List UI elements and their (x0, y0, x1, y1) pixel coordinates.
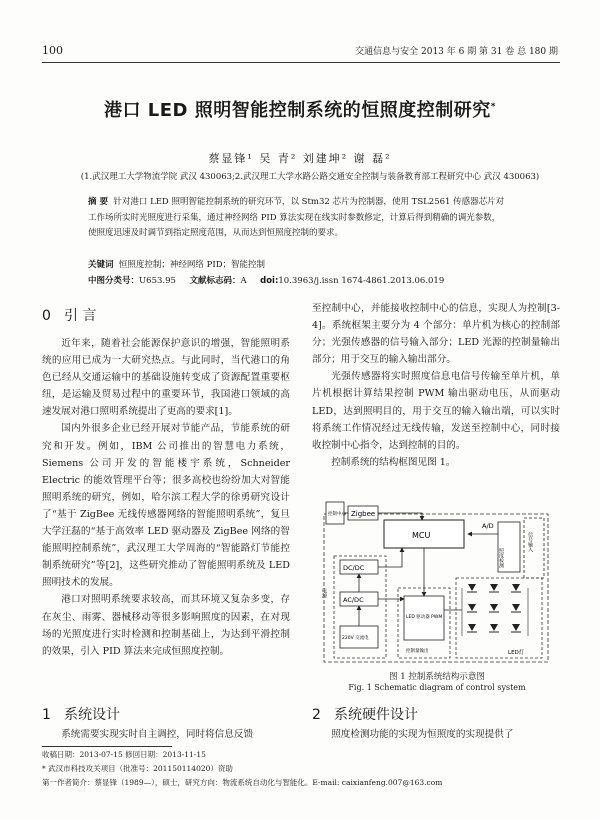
clc-label: 中图分类号： (88, 276, 140, 286)
doc-code-label: 文献标志码： (189, 276, 241, 286)
keywords-label: 关键词 (88, 260, 114, 270)
paper-title (0, 96, 600, 122)
led-icon (511, 584, 521, 592)
section-number: 2 (312, 707, 321, 723)
clc-value: U653.95 (139, 276, 176, 286)
led-array-label: LED灯 (508, 650, 525, 656)
figure-1-diagram (322, 500, 552, 665)
led-array-box (456, 578, 542, 658)
affiliation: (1.武汉理工大学物流学院 武汉 430063;2.武汉理工大学水路公路交通安全控制与装备教育部工程研究中心 武汉 430063) (80, 172, 540, 182)
received-date: 收稿日期：2013-07-15 修回日期：2013-11-15 (42, 750, 206, 759)
intro-paragraph-2: 国内外很多企业已经开展对节能产品，节能系统的研究和开发。例如，IBM 公司推出的智慧电力系统，Siemens 公司开发的智能楼宇系统，Schneider Electric 的能效管理平台等；很多高校也纷纷加大对智能照明系统的研究，例如，哈尔滨工程大学的徐勇研究设计了“基于 ZigBee 无线传感器网络的智能照明系统”，复旦大学汪磊的“基于高效率 LED 驱动器及 ZigBee 网络的智能照明控制系统”，武汉理工大学周海的“智能路灯节能控制系统研究”等[2]，这些研究推动了智能照明系统及 LED 照明技术的发展。 (42, 423, 290, 589)
led-grid (462, 584, 528, 636)
footnote-rule (42, 746, 172, 747)
footnotes (42, 748, 562, 790)
abstract (88, 195, 506, 242)
keywords (88, 258, 528, 270)
led-icon (467, 624, 477, 632)
led-icon (511, 624, 521, 632)
dcdc-label: DC/DC (343, 564, 365, 572)
intro-paragraph-3: 港口对照明系统要求较高，而其环境又复杂多变，存在灰尘、雨雾、器械移动等很多影响照度的因素，在对现场的光照度进行实时检测和控制基础上，为达到平滑控制的效果，引入 PID 算法来完成恒照度控制。 (42, 594, 290, 657)
figure-caption-en: Fig. 1 Schematic diagram of control system (348, 683, 526, 692)
figure-caption-cn: 图 1 控制系统结构示意图 (389, 672, 485, 682)
led-icon (489, 624, 499, 632)
section-intro-heading (42, 305, 96, 325)
led-icon (467, 604, 477, 612)
title-footnote-mark: * (490, 102, 496, 112)
header-rule (42, 62, 560, 63)
acdc-label: AC/DC (343, 596, 364, 604)
right-paragraph-3: 控制系统的结构框图见图 1。 (331, 456, 456, 468)
left-column (42, 335, 290, 660)
zigbee-label: Zigbee (351, 510, 376, 518)
abstract-label: 摘 要 (88, 197, 108, 207)
section-1-paragraph: 系统需要实现实时自主调控，同时将信息反馈 (61, 729, 254, 740)
led-icon (489, 584, 499, 592)
section-number: 0 (42, 308, 51, 324)
section-number: 1 (42, 707, 51, 723)
section-title: 系统设计 (64, 707, 120, 723)
section-1-heading (42, 704, 120, 724)
control-output-label: 控制量输出 (406, 649, 429, 654)
doi-label: doi: (260, 276, 279, 286)
abstract-text: 针对港口 LED 照明智能控制系统的研究环节，以 Stm32 芯片为控制器，使用 TSL2561 传感器芯片对工作场所实时光照度进行采集，通过神经网络 PID 算法实现在线实时参数修定，计算后得到精确的调光参数，使照度迅速及时调节到指定照度范围，从而达到恒照度控制的要求。 (88, 197, 505, 238)
right-column (312, 300, 560, 471)
fund-note: * 武汉市科技攻关项目（批准号：201150114020）资助 (42, 764, 233, 773)
ac220-label: 220V 交流电 (342, 636, 369, 641)
led-icon (489, 604, 499, 612)
sensor-label: 照度检测 (498, 548, 504, 568)
title-text: 港口 LED 照明智能控制系统的恒照度控制研究 (104, 100, 491, 121)
right-paragraph-1: 至控制中心，并能接收控制中心的信息，实现人为控制[3-4]。系统框架主要分为 4 个部分：单片机为核心的控制部分；光强传感器的信号输入部分；LED 光源的控制量输出部分；用于交互的输入输出部分。 (312, 303, 560, 366)
signal-input-label: 信号输入 (527, 532, 533, 552)
led-driver-label: LED 驱动器 PWM (406, 615, 443, 620)
ad-label: A/D (482, 522, 494, 530)
classification (88, 274, 528, 286)
author-note: 第一作者简介：蔡显锋（1989—），硕士，研究方向：物流系统自动化与智能化。E-mail: caixianfeng.007@163.com (42, 778, 443, 787)
right-paragraph-2: 光强传感器将实时照度信息电信号传输至单片机，单片机根据计算结果控制 PWM 输出驱动电压，从而驱动 LED，达到照明目的，用于交互的输入输出端，可以实时将系统工作情况经过无线传输，发送至控制中心，同时接收控制中心指令，达到控制的目的。 (312, 371, 560, 451)
led-icon (467, 584, 477, 592)
control-center-label: 控制中心 (328, 512, 346, 517)
power-label: 电源 (321, 588, 327, 598)
doi-value: 10.3963/j.issn 1674-4861.2013.06.019 (278, 276, 445, 286)
authors: 蔡显锋¹ 吴 青² 刘建坤² 谢 磊² (208, 152, 392, 165)
section-2-paragraph: 照度检测功能的实现为恒照度的实现提供了 (331, 729, 514, 740)
section-title: 引 言 (64, 308, 97, 324)
section-2-text (312, 726, 560, 743)
intro-paragraph-1: 近年来，随着社会能源保护意识的增强，智能照明系统的应用已成为一大研究热点。与此同时，当代港口的角色已经从交通运输中的基础设施转变成了资源配置重要枢纽，是运输及贸易过程中的重要环节，我国港口领域的高速发展对港口照明系统提出了更高的要求[1]。 (42, 338, 290, 418)
led-icon (511, 604, 521, 612)
doc-code-value: A (240, 276, 247, 286)
section-2-heading (312, 704, 418, 724)
mcu-label: MCU (412, 531, 431, 540)
section-title: 系统硬件设计 (334, 707, 418, 723)
section-1-text (42, 726, 290, 743)
page-number: 100 (42, 44, 63, 57)
keywords-text: 恒照度控制；神经网络 PID；智能控制 (118, 260, 266, 270)
journal-info: 交通信息与安全 2013 年 6 期 第 31 卷 总 180 期 (355, 47, 558, 57)
